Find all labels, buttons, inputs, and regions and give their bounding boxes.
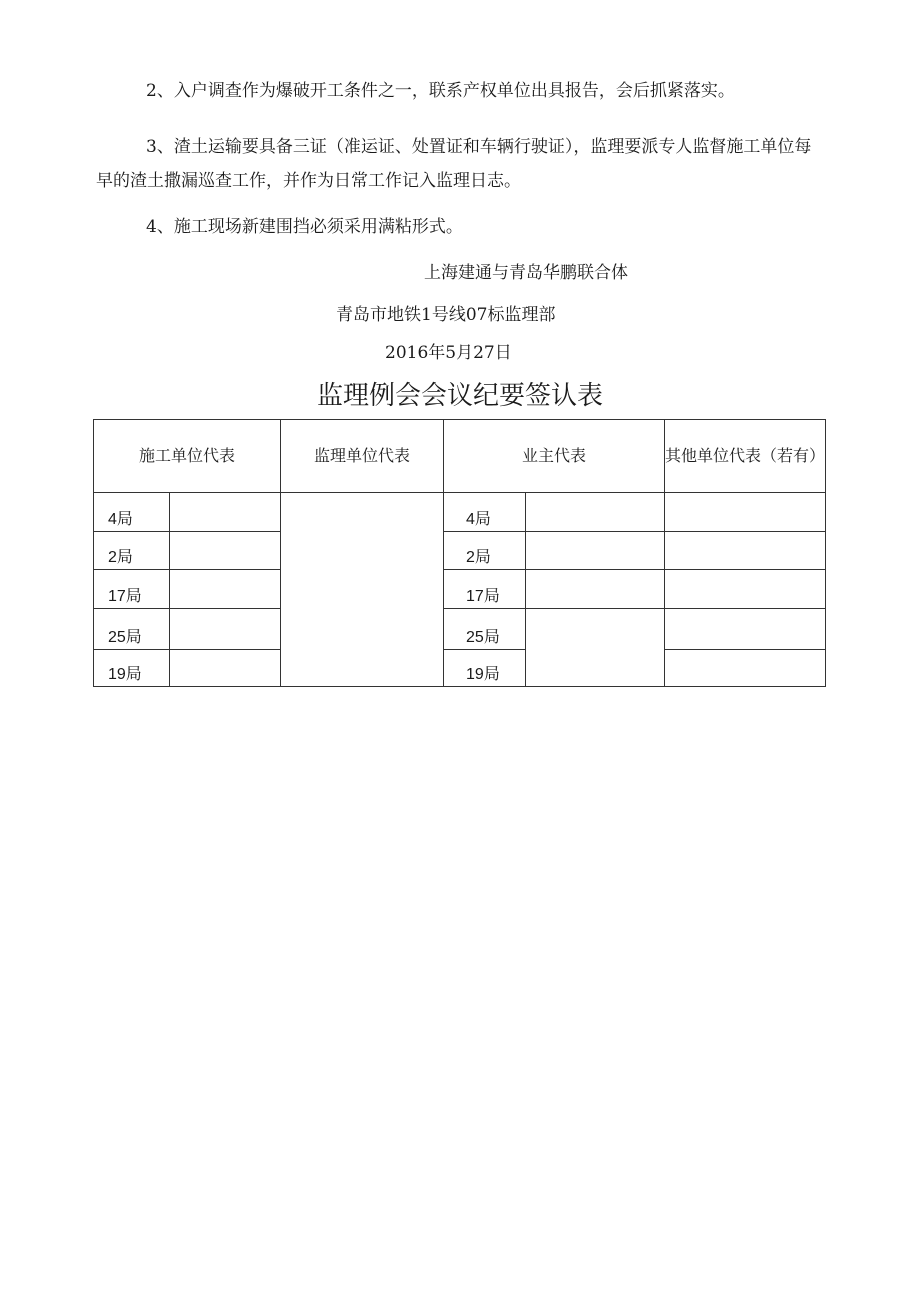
unit-suffix: 局 xyxy=(116,509,133,528)
header-owner-rep: 业主代表 xyxy=(444,420,665,493)
owner-signature-cell[interactable] xyxy=(526,532,665,570)
unit-number: 4 xyxy=(108,511,117,528)
owner-signature-cell[interactable] xyxy=(526,570,665,609)
owner-signature-cell[interactable] xyxy=(526,493,665,532)
header-other-rep: 其他单位代表（若有） xyxy=(665,420,826,493)
table-row xyxy=(94,493,826,532)
construction-unit-label xyxy=(94,650,170,687)
paragraph-item-2: 2、入户调查作为爆破开工条件之一，联系产权单位出具报告，会后抓紧落实。 xyxy=(146,81,735,101)
table-row xyxy=(94,609,826,650)
owner-unit-label xyxy=(444,570,526,609)
owner-unit-label xyxy=(444,532,526,570)
unit-number: 19 xyxy=(108,666,126,683)
header-supervision-rep: 监理单位代表 xyxy=(281,420,444,493)
other-signature-cell[interactable] xyxy=(665,609,826,650)
unit-suffix: 局 xyxy=(483,588,500,605)
unit-number: 25 xyxy=(108,629,126,646)
other-signature-cell[interactable] xyxy=(665,493,826,532)
unit-number: 17 xyxy=(108,588,126,605)
sign-off-table xyxy=(93,419,826,687)
unit-suffix: 局 xyxy=(483,666,500,683)
unit-suffix: 局 xyxy=(474,511,491,528)
signature-date: 2016年5月27日 xyxy=(385,343,512,363)
unit-number: 4 xyxy=(466,511,475,528)
other-signature-cell[interactable] xyxy=(665,650,826,687)
unit-suffix: 局 xyxy=(474,549,491,566)
signature-org-supervision-dept: 青岛市地铁1号线07标监理部 xyxy=(336,305,556,325)
other-signature-cell[interactable] xyxy=(665,532,826,570)
table-row xyxy=(94,532,826,570)
construction-unit-label xyxy=(94,570,170,609)
unit-number: 17 xyxy=(466,588,484,605)
owner-unit-label xyxy=(444,493,526,532)
unit-suffix: 局 xyxy=(483,629,500,646)
supervision-signature-cell[interactable] xyxy=(281,493,444,687)
construction-unit-label xyxy=(94,532,170,570)
construction-signature-cell[interactable] xyxy=(170,609,281,650)
unit-suffix: 局 xyxy=(125,664,142,683)
owner-unit-label xyxy=(444,650,526,687)
construction-unit-label xyxy=(94,493,170,532)
owner-unit-label xyxy=(444,609,526,650)
header-construction-rep: 施工单位代表 xyxy=(94,420,281,493)
table-row xyxy=(94,650,826,687)
table-title: 监理例会会议纪要签认表 xyxy=(316,381,603,411)
construction-signature-cell[interactable] xyxy=(170,532,281,570)
paragraph-item-4: 4、施工现场新建围挡必须采用满粘形式。 xyxy=(146,217,463,237)
other-signature-cell[interactable] xyxy=(665,570,826,609)
unit-suffix: 局 xyxy=(125,586,142,605)
signature-org-joint-venture: 上海建通与青岛华鹏联合体 xyxy=(424,263,628,283)
unit-number: 2 xyxy=(466,549,475,566)
construction-signature-cell[interactable] xyxy=(170,570,281,609)
unit-number: 25 xyxy=(466,629,484,646)
unit-number: 19 xyxy=(466,666,484,683)
unit-suffix: 局 xyxy=(125,627,142,646)
owner-signature-cell[interactable] xyxy=(526,609,665,687)
construction-signature-cell[interactable] xyxy=(170,650,281,687)
table-row xyxy=(94,570,826,609)
construction-unit-label xyxy=(94,609,170,650)
unit-number: 2 xyxy=(108,549,117,566)
paragraph-item-3: 3、渣土运输要具备三证（准运证、处置证和车辆行驶证），监理要派专人监督施工单位每早的渣土撒漏巡查工作，并作为日常工作记入监理日志。 xyxy=(96,137,812,191)
construction-signature-cell[interactable] xyxy=(170,493,281,532)
unit-suffix: 局 xyxy=(116,547,133,566)
